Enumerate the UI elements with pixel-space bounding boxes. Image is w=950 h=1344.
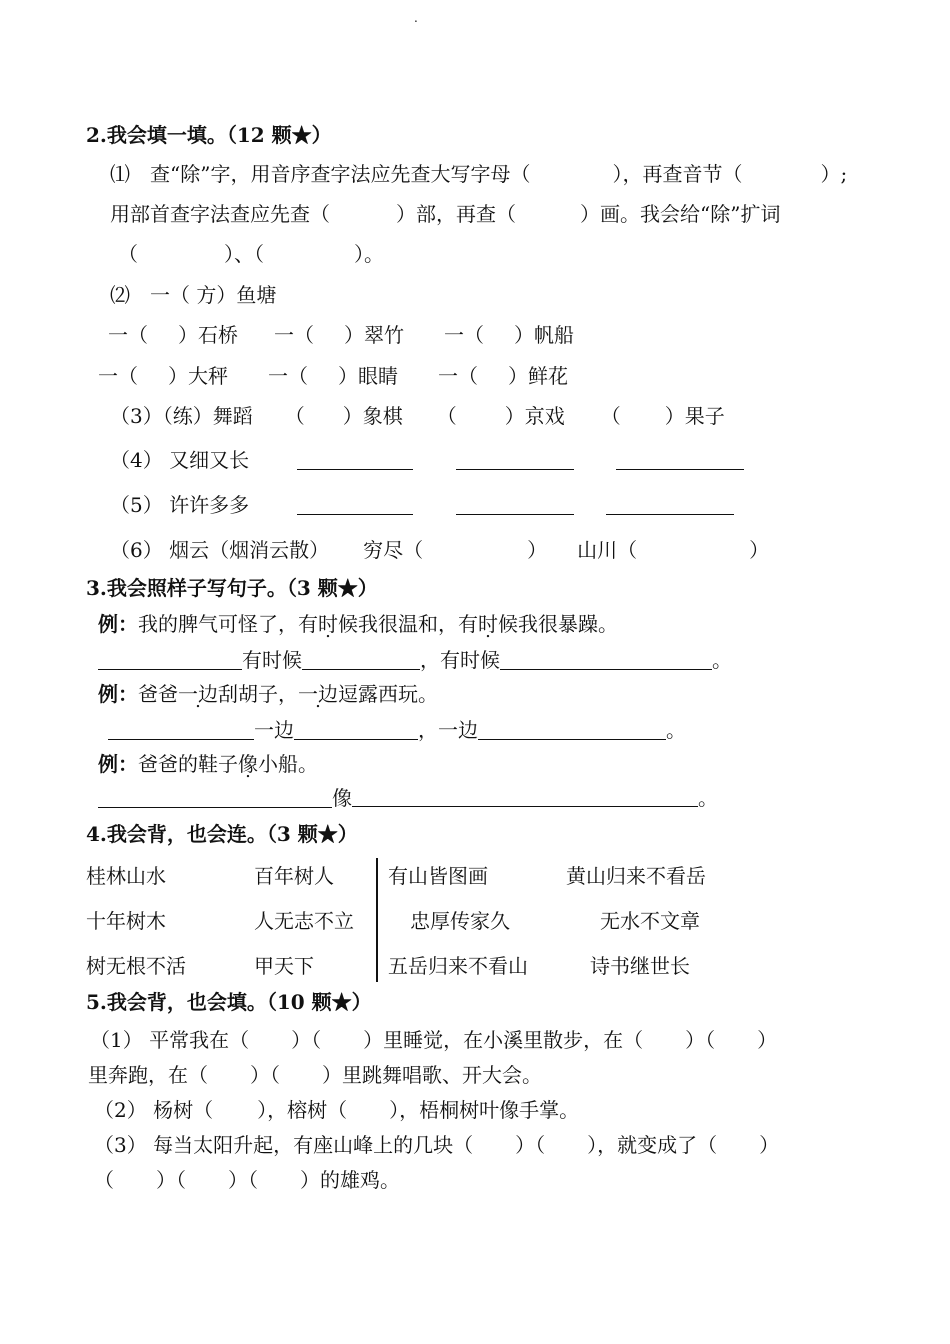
divider-line [376, 858, 378, 982]
q1-text-f: ）画。我会给“除”扩词 [580, 202, 781, 226]
fill-1-blank-c[interactable] [500, 651, 712, 670]
fill-3-blank-a[interactable] [98, 789, 332, 808]
s5-q2-line: （2） 杨树（ ），榕树（ ），梧桐树叶像手掌。 [94, 1098, 580, 1122]
match-left-1-a[interactable]: 桂林山水 [86, 864, 166, 888]
fill-2-blank-a[interactable] [108, 721, 254, 740]
match-right-2-c[interactable]: 诗书继世长 [590, 954, 690, 978]
q1-text-c: ）; [820, 162, 848, 186]
fill-2-blank-b[interactable] [294, 721, 418, 740]
q1-line-1 [110, 164, 847, 184]
page-mark: . [414, 11, 418, 25]
example-1: 例：我的脾气可怪了，有时候我很温和，有时候我很暴躁。 [98, 612, 618, 636]
section-3-title: 3.我会照样子写句子。（3 颗★） [86, 576, 378, 600]
q1-text-b: ），再查音节（ [612, 162, 743, 186]
s5-q1-line-1: （1） 平常我在（ ）（ ）里睡觉，在小溪里散步，在（ ）（ ） [90, 1028, 778, 1052]
q1-line-3 [118, 244, 384, 264]
q2-line-1: ⑵ 一（ 方）鱼塘 [110, 283, 277, 307]
match-left-1-c[interactable]: 树无根不活 [86, 954, 186, 978]
match-right-1-b[interactable]: 忠厚传家久 [410, 909, 510, 933]
q2-measure-5: 一（ ）眼睛 [268, 364, 398, 388]
section-4-title: 4.我会背，也会连。（3 颗★） [86, 822, 358, 846]
q4-line: （4） 又细又长 [110, 450, 744, 470]
match-left-1-b[interactable]: 十年树木 [86, 909, 166, 933]
section-2-title: 2.我会填一填。（12 颗★） [86, 123, 332, 147]
match-left-2-b[interactable]: 人无志不立 [254, 909, 354, 933]
s5-q3-line-1: （3） 每当太阳升起，有座山峰上的几块（ ）（ ），就变成了（ ） [94, 1133, 780, 1157]
q1-text-e: ）部，再查（ [396, 202, 516, 226]
fill-2-blank-c[interactable] [478, 721, 666, 740]
q1-text-g: （ [118, 242, 138, 266]
q2-measure-3: 一（ ）帆船 [444, 323, 574, 347]
q2-measure-6: 一（ ）鲜花 [438, 364, 568, 388]
s5-q1-line-2: 里奔跑，在（ ）（ ）里跳舞唱歌、开大会。 [88, 1063, 542, 1087]
match-right-2-a[interactable]: 黄山归来不看岳 [566, 864, 706, 888]
section-5-title: 5.我会背，也会填。（10 颗★） [86, 990, 372, 1014]
match-right-1-a[interactable]: 有山皆图画 [388, 864, 488, 888]
s5-q3-line-2: （ ）（ ）（ ）的雄鸡。 [94, 1168, 400, 1192]
q1-text-a: ⑴ 查“除”字，用音序查字法应先查大写字母（ [110, 162, 531, 186]
q2-measure-4: 一（ ）大秤 [98, 364, 228, 388]
q4-answer-3[interactable] [616, 451, 744, 470]
q2-measure-1: 一（ ）石桥 [108, 323, 238, 347]
q4-answer-1[interactable] [297, 451, 413, 470]
q5-answer-2[interactable] [456, 496, 574, 515]
q5-answer-1[interactable] [297, 496, 413, 515]
example-2: 例：爸爸一边刮胡子，一边逗露西玩。 [98, 682, 438, 706]
fill-1: 有时候 ，有时候 。 [98, 650, 732, 670]
fill-1-blank-a[interactable] [98, 651, 242, 670]
q1-text-i: ）。 [354, 242, 384, 266]
match-right-2-b[interactable]: 无水不文章 [600, 909, 700, 933]
q2-measure-2: 一（ ）翠竹 [274, 323, 404, 347]
q6-line: （6） 烟云（烟消云散） 穷尽（ ） 山川（ ） [110, 538, 770, 562]
fill-3: 像 。 [98, 788, 718, 808]
q2-line-3 [98, 366, 568, 386]
q1-line-2 [110, 204, 780, 224]
match-right-1-c[interactable]: 五岳归来不看山 [388, 954, 528, 978]
q5-answer-3[interactable] [606, 496, 734, 515]
match-left-2-a[interactable]: 百年树人 [254, 864, 334, 888]
q5-line: （5） 许许多多 [110, 495, 734, 515]
q1-text-h: ）、（ [224, 242, 264, 266]
q1-text-d: 用部首查字法查应先查（ [110, 202, 330, 226]
fill-1-blank-b[interactable] [302, 651, 420, 670]
example-label: 例： [98, 612, 138, 636]
q4-answer-2[interactable] [456, 451, 574, 470]
q2-line-2 [108, 325, 574, 345]
example-3: 例：爸爸的鞋子像小船。 [98, 752, 318, 776]
fill-2: 一边 ，一边 。 [108, 720, 686, 740]
q3-line: （3）（练）舞蹈 （ ）象棋 （ ）京戏 （ ）果子 [110, 404, 725, 428]
match-left-2-c[interactable]: 甲天下 [254, 954, 314, 978]
